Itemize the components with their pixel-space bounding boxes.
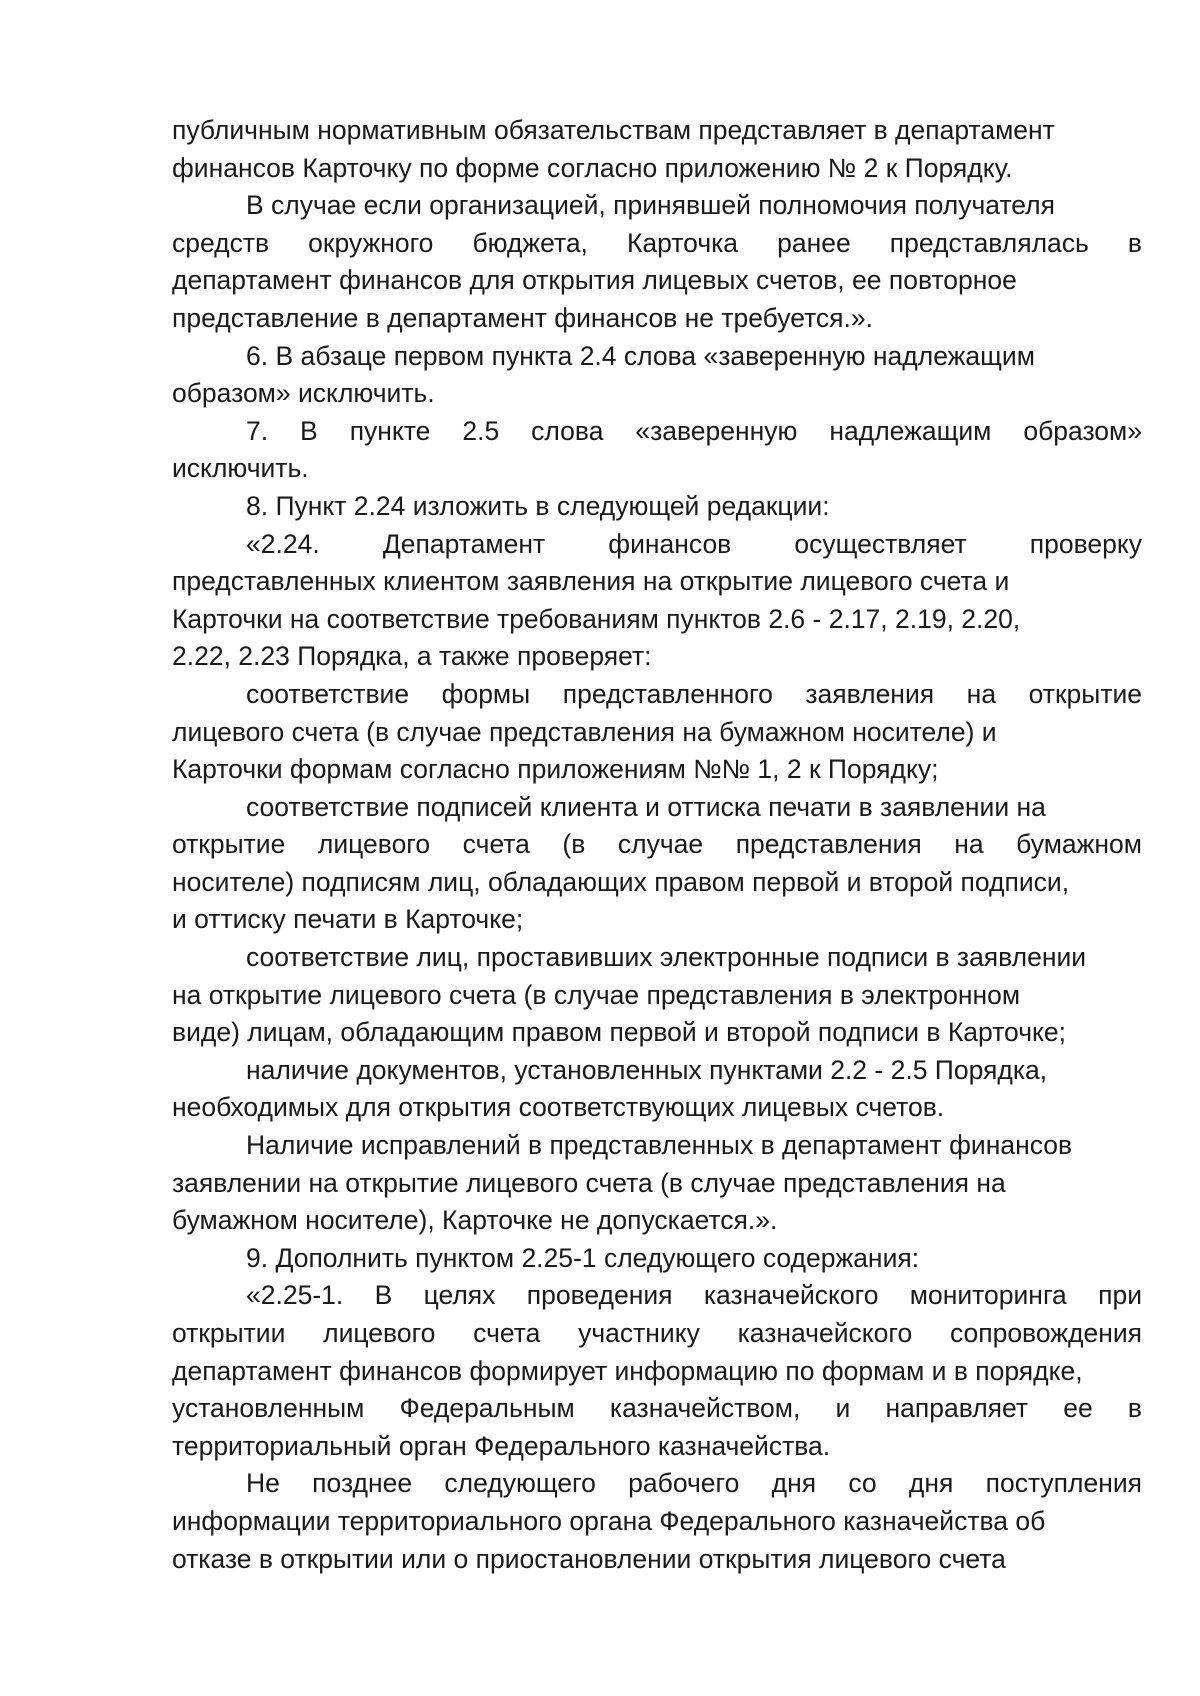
text-line: 8. Пункт 2.24 изложить в следующей редакции: [246,490,830,521]
text-line: 2.22, 2.23 Порядка, а также проверяет: [172,641,652,672]
text-line: Не позднее следующего рабочего дня со дня поступления [246,1468,1142,1499]
text-line: исключить. [172,453,309,484]
text-line: открытие лицевого счета (в случае представления на бумажном [172,829,1142,860]
text-line: необходимых для открытия соответствующих лицевых счетов. [172,1092,945,1123]
text-line: соответствие подписей клиента и оттиска печати в заявлении на [246,791,1046,822]
text-line: носителе) подписям лиц, обладающих правом первой и второй подписи, [172,866,1070,897]
text-line: 7. В пункте 2.5 слова «заверенную надлежащим образом» [246,415,1142,446]
text-line: 6. В абзаце первом пункта 2.4 слова «заверенную надлежащим [246,340,1035,371]
text-line: виде) лицам, обладающим правом первой и второй подписи в Карточке; [172,1017,1066,1048]
text-line: публичным нормативным обязательствам представляет в департамент [172,115,1055,145]
text-line: департамент финансов для открытия лицевых счетов, ее повторное [172,265,1017,296]
text-line: соответствие формы представленного заявления на открытие [246,678,1142,709]
text-line: открытии лицевого счета участнику казначейского сопровождения [172,1318,1142,1348]
text-line: Карточки на соответствие требованиям пунктов 2.6 - 2.17, 2.19, 2.20, [172,603,1021,634]
text-line: представление в департамент финансов не требуется.». [172,302,873,333]
text-line: заявлении на открытие лицевого счета (в случае представления на [172,1167,1006,1198]
text-line: отказе в открытии или о приостановлении открытия лицевого счета [172,1543,1006,1574]
text-line: образом» исключить. [172,378,435,409]
text-line: информации территориального органа Федерального казначейства об [172,1505,1046,1536]
text-line: финансов Карточку по форме согласно приложению № 2 к Порядку. [172,152,1013,183]
text-line: установленным Федеральным казначейством, и направляет ее в [172,1393,1142,1424]
text-line: наличие документов, установленных пунктами 2.2 - 2.5 Порядка, [246,1054,1048,1085]
text-line: Карточки формам согласно приложениям №№ 1, 2 к Порядку; [172,754,939,785]
text-line: бумажном носителе), Карточке не допускается.». [172,1205,778,1236]
text-line: 9. Дополнить пунктом 2.25-1 следующего содержания: [246,1242,920,1273]
text-line: «2.24. Департамент финансов осуществляет проверку [246,528,1142,559]
text-line: соответствие лиц, проставивших электронные подписи в заявлении [246,942,1087,973]
text-line: территориальный орган Федерального казначейства. [172,1430,831,1461]
text-line: средств окружного бюджета, Карточка ранее представлялась в [172,227,1142,258]
text-line: лицевого счета (в случае представления на бумажном носителе) и [172,716,997,747]
text-line: и оттиску печати в Карточке; [172,904,524,935]
text-line: на открытие лицевого счета (в случае представления в электронном [172,979,1021,1010]
text-line: В случае если организацией, принявшей полномочия получателя [246,190,1055,221]
text-line: представленных клиентом заявления на открытие лицевого счета и [172,566,1010,597]
document-page [172,112,1142,1578]
text-line: «2.25-1. В целях проведения казначейского мониторинга при [246,1280,1142,1311]
text-line: Наличие исправлений в представленных в департамент финансов [246,1130,1073,1161]
text-line: департамент финансов формирует информацию по формам и в порядке, [172,1355,1083,1386]
